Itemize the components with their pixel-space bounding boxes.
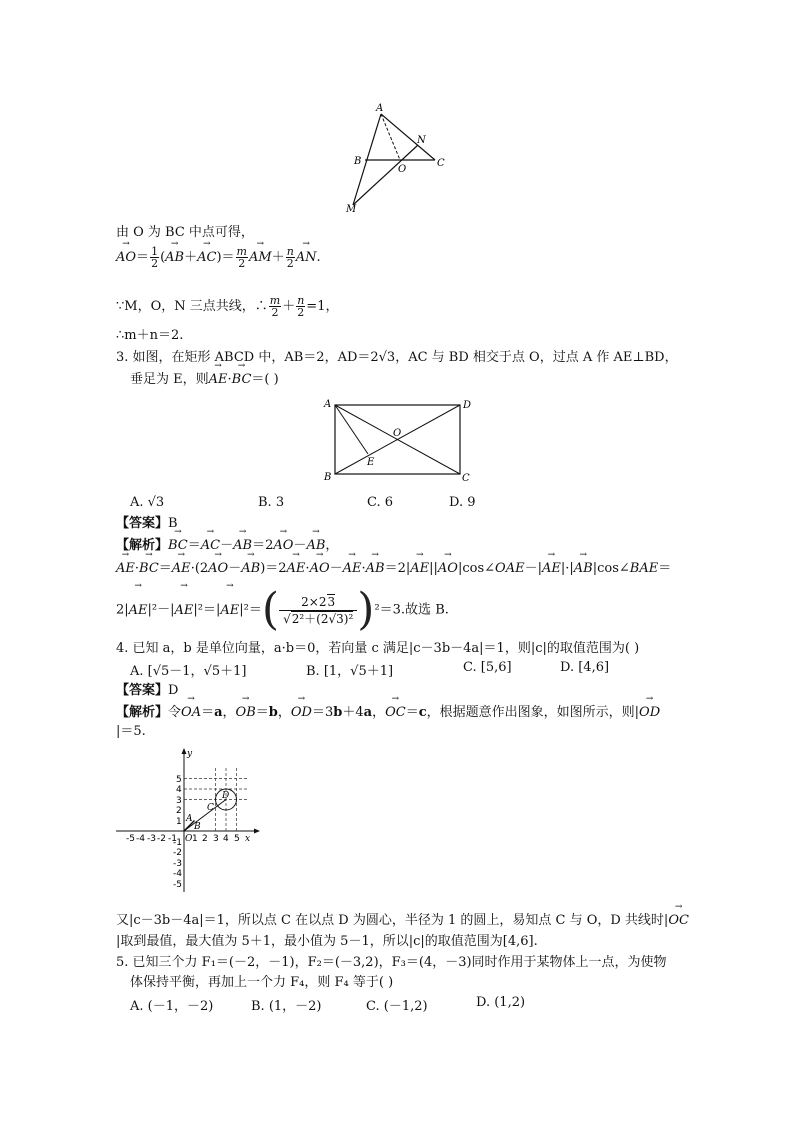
rectangle-figure — [320, 396, 476, 486]
q3-solution-line3: 2|→ AE|²－|→ AE|²＝|→ AE|²＝( $\frac{2\times 23}{\text{√2²＋(2√3)²}}$ )²＝3.故选 B. — [116, 588, 449, 632]
q4-solution-line1: 【解析】令→ OA＝a，→ OB＝b，→ OD＝3b＋4a，→ OC＝c，根据题意作出图象，如图所示，则|→ OD — [116, 704, 660, 722]
q5-option-b[interactable]: B. (1，－2) — [251, 999, 322, 1014]
q3-stem-line2: 垂足为 E，则→ AE·→ BC＝( ) — [130, 371, 279, 389]
y-tick: 2 — [176, 806, 182, 816]
y-axis-arrow — [182, 748, 187, 754]
point-label-b: B — [194, 822, 201, 832]
label-b: B — [324, 472, 332, 483]
y-tick: -5 — [173, 880, 182, 890]
segment-ae — [335, 405, 368, 454]
coordinate-graph — [114, 748, 264, 896]
q2-line1: 由 O 为 BC 中点可得， — [116, 225, 254, 240]
q5-option-d[interactable]: D. (1,2) — [476, 995, 526, 1010]
origin-label: O — [185, 834, 193, 844]
label-o: O — [393, 428, 402, 439]
x-tick: -5 — [126, 834, 135, 844]
label-e: E — [367, 457, 375, 468]
q5-option-c[interactable]: C. (－1,2) — [366, 999, 428, 1014]
q4-option-a[interactable]: A. [√5－1，√5＋1] — [130, 664, 247, 679]
label-b: B — [354, 156, 362, 167]
axis-label-x: x — [245, 834, 251, 844]
q3-option-a[interactable]: A. √3 — [130, 495, 165, 510]
x-axis-arrow — [254, 829, 260, 834]
y-tick: -3 — [173, 859, 182, 869]
y-tick: 5 — [176, 775, 182, 785]
label-c: C — [437, 158, 445, 169]
point-label-c: C — [207, 803, 214, 813]
x-tick: -3 — [147, 834, 156, 844]
q4-option-c[interactable]: C. [5,6] — [463, 660, 512, 675]
y-tick: 1 — [176, 817, 182, 827]
q2-collinear-line: ∵M，O，N 三点共线，∴ $\frac{m}{2}$ ＋ $\frac{n}{2}$ =1， — [116, 294, 339, 319]
q4-stem: 4. 已知 a，b 是单位向量，a·b＝0，若向量 c 满足|c－3b－4a|＝1，则|c|的取值范围为( ) — [116, 641, 640, 656]
label-m: M — [346, 204, 357, 215]
y-tick: 3 — [176, 796, 182, 806]
label-n: N — [417, 135, 426, 146]
segment-ao-dashed — [381, 114, 400, 160]
x-tick: 3 — [213, 834, 219, 844]
label-a: A — [324, 399, 332, 410]
q3-option-c[interactable]: C. 6 — [367, 495, 394, 510]
q3-solution-line1: 【解析】→ BC＝→ AC－→ AB＝2→ AO－→ AB， — [116, 537, 338, 555]
q5-stem-line1: 5. 已知三个力 F₁＝(－2，－1)，F₂＝(－3,2)，F₃＝(4，－3)同时作用于某物体上一点，为使物 — [116, 955, 667, 970]
point-label-a: A — [186, 814, 193, 824]
label-c: C — [462, 473, 470, 484]
q3-answer: 【答案】B — [116, 516, 178, 531]
x-tick: -1 — [168, 834, 177, 844]
q3-option-b[interactable]: B. 3 — [258, 495, 285, 510]
y-tick-labels — [173, 775, 182, 890]
segment-ac — [381, 114, 435, 160]
x-tick: -4 — [136, 834, 145, 844]
x-tick: 1 — [192, 834, 198, 844]
x-tick-labels — [126, 834, 240, 844]
x-tick: 4 — [223, 834, 229, 844]
q3-stem-line1: 3. 如图，在矩形 ABCD 中，AB＝2，AD＝2√3，AC 与 BD 相交于点 O，过点 A 作 AE⊥BD， — [116, 350, 678, 365]
q4-option-d[interactable]: D. [4,6] — [560, 660, 610, 675]
y-tick: 4 — [176, 785, 182, 795]
triangle-figure — [338, 100, 458, 215]
q4-conclusion-line2: |取到最值，最大值为 5＋1，最小值为 5－1，所以|c|的取值范围为[4,6]. — [116, 934, 538, 949]
q2-vector-equation: → AO＝ $\frac{1}{2}$ (→ AB＋→ AC)＝ $\frac{m}{2}$ → AM＋ $\frac{n}{2}$ → AN. — [116, 246, 321, 269]
label-d: D — [463, 400, 472, 411]
q4-answer: 【答案】D — [116, 683, 179, 698]
y-tick: -2 — [173, 848, 182, 858]
x-tick: 2 — [202, 834, 208, 844]
axis-label-y: y — [187, 749, 193, 759]
q4-solution-line2: |＝5. — [116, 724, 146, 739]
x-tick: 5 — [234, 834, 240, 844]
q3-option-d[interactable]: D. 9 — [449, 495, 476, 510]
y-tick: -4 — [173, 869, 182, 879]
q5-option-a[interactable]: A. (－1，－2) — [130, 999, 214, 1014]
x-tick: -2 — [157, 834, 166, 844]
q2-conclusion: ∴m＋n＝2. — [116, 328, 184, 343]
label-o: O — [398, 164, 407, 175]
q4-conclusion-line1: 又|c－3b－4a|＝1，所以点 C 在以点 D 为圆心，半径为 1 的圆上，易知点 C 与 O，D 共线时|→ OC — [116, 912, 689, 930]
q3-solution-line2: → AE·→ BC＝→ AE·(2→ AO－→ AB)＝2→ AE·→ AO－→ AE·→ AB＝2|→ AE||→ AO|cos∠OAE－|→ AE|·|→ AB|cos∠BAE＝ — [116, 560, 671, 578]
label-a: A — [376, 103, 384, 114]
q5-stem-line2: 体保持平衡，再加上一个力 F₄，则 F₄ 等于( ) — [130, 975, 394, 990]
y-tick: -1 — [173, 838, 182, 848]
point-label-d: D — [222, 791, 230, 801]
q4-option-b[interactable]: B. [1，√5＋1] — [306, 664, 394, 679]
